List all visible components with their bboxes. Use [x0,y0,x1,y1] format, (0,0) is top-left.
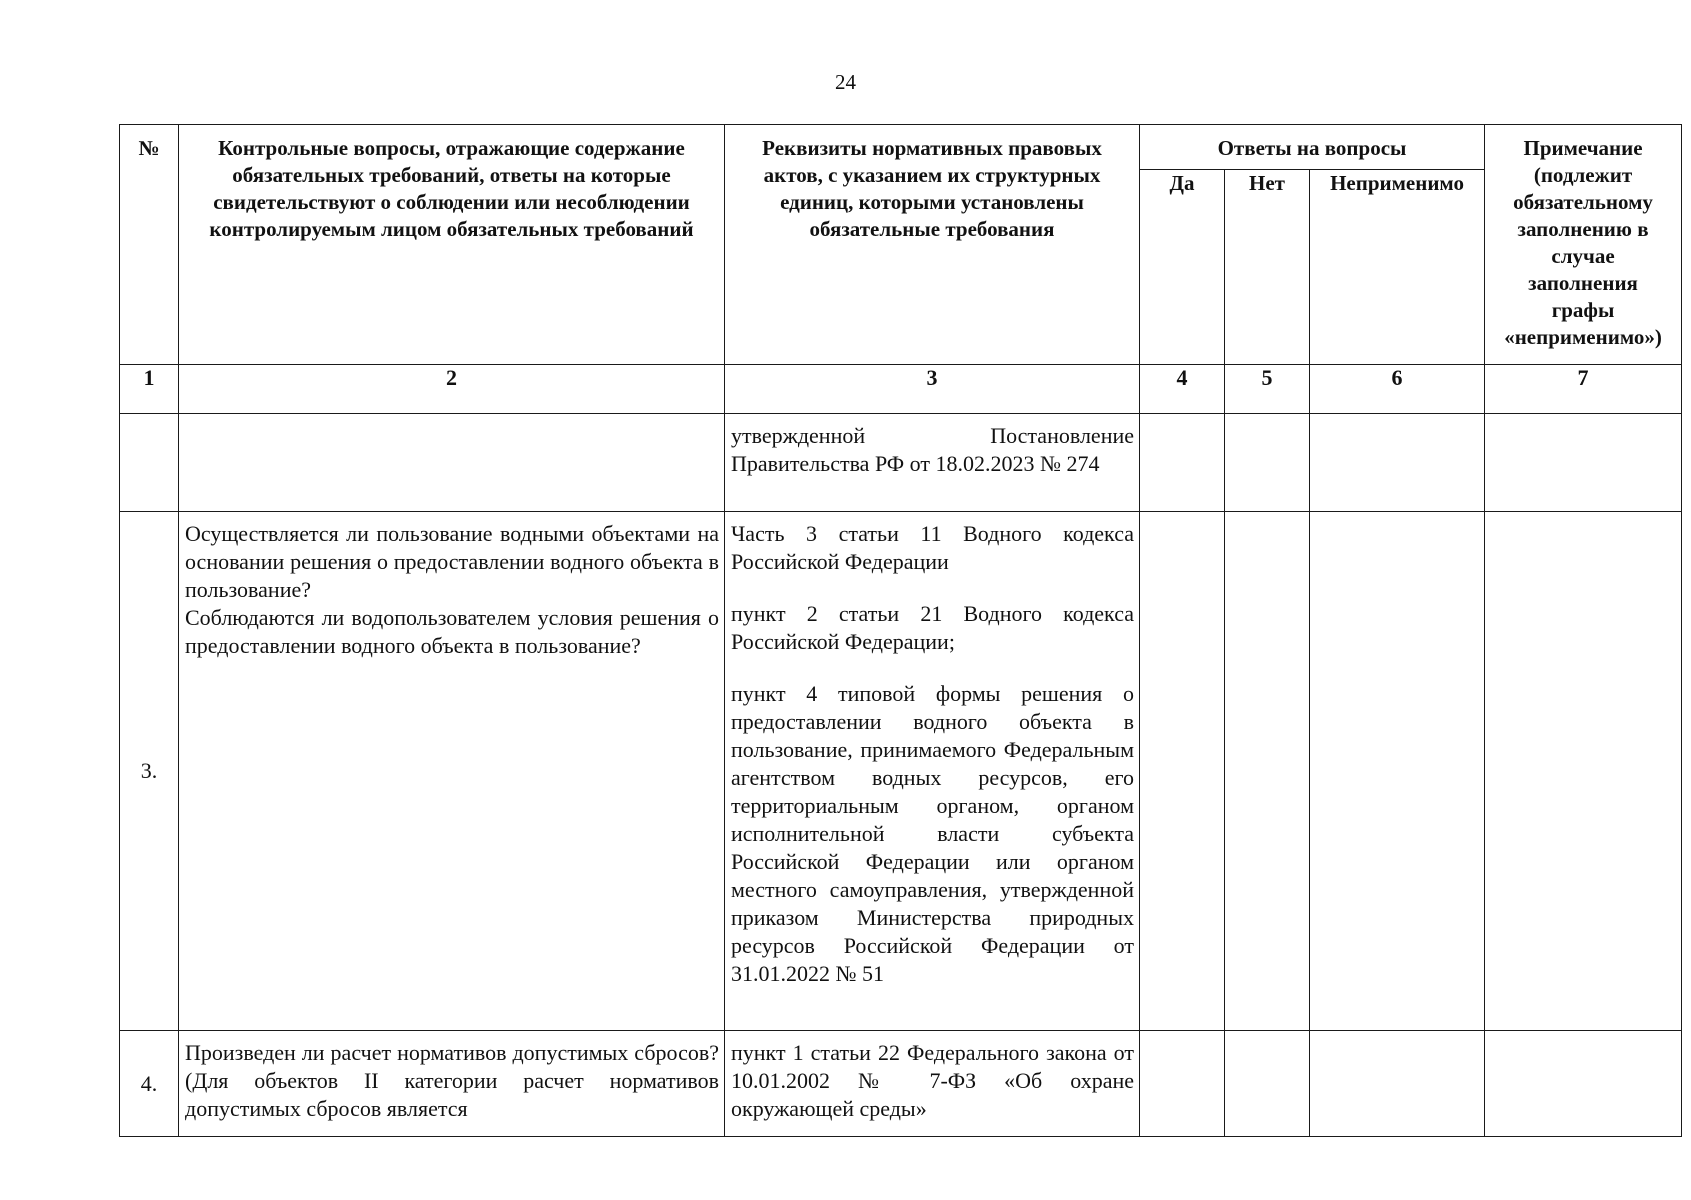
header-no: Нет [1225,170,1310,365]
note-cell[interactable] [1485,414,1682,512]
answer-na-cell[interactable] [1310,512,1485,1031]
header-questions: Контрольные вопросы, отражающие содержание обязательных требований, ответы на которые свидетельствуют о соблюдении или несоблюдении контролируемым лицом обязательных требований [179,125,725,365]
column-number: 6 [1310,365,1485,414]
answer-na-cell[interactable] [1310,414,1485,512]
header-row [120,125,1682,170]
answer-no-cell[interactable] [1225,1031,1310,1137]
requisites-cell [725,414,1140,512]
question-cell [179,414,725,512]
column-number: 5 [1225,365,1310,414]
requisite-text: утвержденной Постановление Правительства РФ от 18.02.2023 № 274 [731,423,1134,476]
header-requisites: Реквизиты нормативных правовых актов, с указанием их структурных единиц, которыми установлены обязательные требования [725,125,1140,365]
header-yes: Да [1140,170,1225,365]
table-row [120,414,1682,512]
answer-yes-cell[interactable] [1140,512,1225,1031]
question-text: Произведен ли расчет нормативов допустимых сбросов? (Для объектов II категории расчет нормативов допустимых сбросов является [185,1040,719,1121]
requisite-text: пункт 2 статьи 21 Водного кодекса Российской Федерации; [731,601,1134,654]
requisite-text: пункт 4 типовой формы решения о предоставлении водного объекта в пользование, принимаемого Федеральным агентством водных ресурсов, его территориальным органом, органом исполнительной власти субъекта Российской Федерации или органом местного самоуправления, утвержденной приказом Министерства природных ресурсов Российской Федерации от 31.01.2022 № 51 [731,681,1134,986]
requisites-cell [725,512,1140,1031]
question-cell [179,512,725,1031]
question-text: Осуществляется ли пользование водными объектами на основании решения о предоставлении водного объекта в пользование? [185,521,719,602]
header-na: Неприменимо [1310,170,1485,365]
column-number: 2 [179,365,725,414]
column-number: 4 [1140,365,1225,414]
column-number: 1 [120,365,179,414]
header-answers: Ответы на вопросы [1140,125,1485,170]
answer-na-cell[interactable] [1310,1031,1485,1137]
answer-no-cell[interactable] [1225,414,1310,512]
column-number: 3 [725,365,1140,414]
note-cell[interactable] [1485,1031,1682,1137]
answer-yes-cell[interactable] [1140,414,1225,512]
requisite-text: пункт 1 статьи 22 Федерального закона от 10.01.2002 № 7-ФЗ «Об охране окружающей среды» [731,1040,1134,1121]
note-cell[interactable] [1485,512,1682,1031]
answer-no-cell[interactable] [1225,512,1310,1031]
row-number: 3. [120,512,179,1031]
question-cell [179,1031,725,1137]
question-text: Соблюдаются ли водопользователем условия решения о предоставлении водного объекта в пользование? [185,605,719,658]
header-note: Примечание (подлежит обязательному заполнению в случае заполнения графы «неприменимо») [1485,125,1682,365]
table-row [120,512,1682,1031]
row-number: 4. [120,1031,179,1137]
answer-yes-cell[interactable] [1140,1031,1225,1137]
column-number-row [120,365,1682,414]
page-number: 24 [835,70,856,94]
header-num: № [120,125,179,365]
requisites-cell [725,1031,1140,1137]
table-row [120,1031,1682,1137]
row-number [120,414,179,512]
checklist-table [119,124,1682,1137]
requisite-text: Часть 3 статьи 11 Водного кодекса Российской Федерации [731,521,1134,574]
column-number: 7 [1485,365,1682,414]
